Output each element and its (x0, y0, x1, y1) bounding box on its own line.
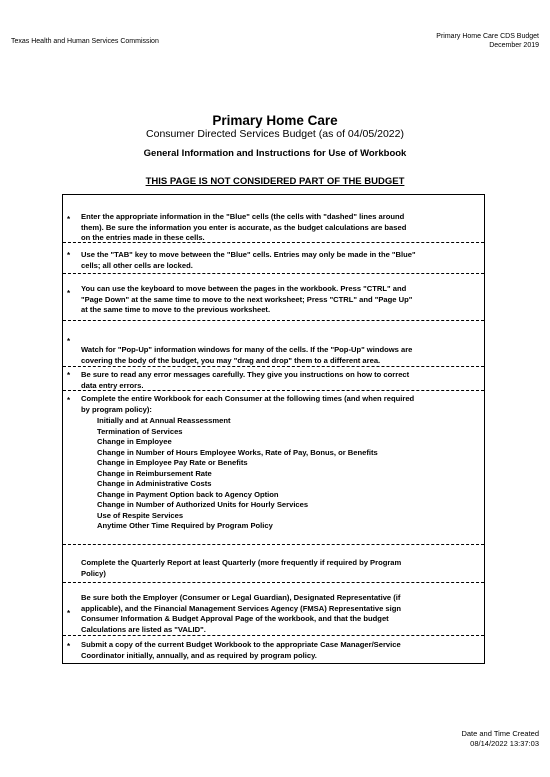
document-header (436, 32, 539, 50)
instruction-line: Be sure both the Employer (Consumer or Legal Guardian), Designated Representative (if (81, 593, 401, 602)
bullet-marker: * (67, 251, 71, 260)
instruction-line: applicable), and the Financial Management Services Agency (FMSA) Representative sign (81, 603, 402, 613)
trigger-list-item: Change in Employee Pay Rate or Benefits (97, 458, 248, 467)
document-name: Primary Home Care CDS Budget (436, 33, 539, 40)
instruction-line: Complete the entire Workbook for each Consumer at the following times (and when required (81, 394, 415, 403)
instruction-row (63, 391, 484, 545)
instruction-line: by program policy): (81, 404, 152, 414)
trigger-list-item: Anytime Other Time Required by Program Policy (97, 521, 273, 530)
trigger-list-item: Change in Reimbursement Rate (97, 468, 212, 478)
bullet-marker: * (67, 371, 71, 380)
trigger-list-item: Change in Payment Option back to Agency Option (97, 489, 279, 499)
bullet-marker: * (67, 215, 71, 224)
instruction-row (63, 636, 484, 664)
instruction-text (81, 345, 481, 366)
trigger-list-item: Change in Number of Authorized Units for Hourly Services (97, 500, 309, 509)
bullet-marker: * (67, 396, 71, 405)
agency-name: Texas Health and Human Services Commission (11, 38, 159, 45)
instruction-text (81, 640, 481, 661)
instruction-line: on the entries made in these cells. (81, 233, 205, 242)
instruction-line: Watch for "Pop-Up" information windows for many of the cells. If the "Pop-Up" windows are (81, 345, 413, 354)
instruction-text (81, 284, 481, 316)
instructions-box (62, 194, 485, 664)
trigger-list-item: Change in Administrative Costs (97, 479, 212, 488)
instruction-line: You can use the keyboard to move between the pages in the workbook. Press "CTRL" and (81, 284, 407, 293)
budget-notice: THIS PAGE IS NOT CONSIDERED PART OF THE BUDGET (145, 176, 405, 187)
instruction-text (81, 558, 481, 579)
instruction-row (63, 274, 484, 321)
trigger-list-item: Change in Employee (97, 437, 172, 446)
instruction-line: Calculations are listed as "VALID". (81, 624, 206, 634)
instruction-row (63, 583, 484, 636)
trigger-list-item: Termination of Services (97, 426, 183, 436)
instruction-text (81, 370, 481, 391)
workbook-trigger-list (97, 416, 378, 532)
trigger-list-item: Initially and at Annual Reassessment (97, 416, 231, 425)
document-date: December 2019 (489, 42, 539, 49)
section-heading: General Information and Instructions for Use of Workbook (143, 148, 407, 159)
instruction-line: them). Be sure the information you enter is accurate, as the budget calculations are based (81, 222, 407, 232)
instruction-line: "Page Down" at the same time to move to the next worksheet; Press "CTRL" and "Page Up" (81, 294, 413, 304)
instruction-line: Submit a copy of the current Budget Workbook to the appropriate Case Manager/Service (81, 640, 401, 649)
instruction-text (81, 212, 481, 244)
instruction-text (81, 394, 481, 415)
instruction-line: Enter the appropriate information in the "Blue" cells (the cells with "dashed" lines around (81, 212, 405, 221)
instruction-row (63, 367, 484, 391)
instruction-line: Complete the Quarterly Report at least Quarterly (more frequently if required by Program (81, 558, 402, 567)
footer-timestamp: 08/14/2022 13:37:03 (470, 739, 539, 748)
bullet-marker: * (67, 337, 71, 346)
instruction-row (63, 243, 484, 274)
instruction-row (63, 195, 484, 243)
instruction-text (81, 593, 481, 635)
instruction-line: Coordinator initially, annually, and as required by program policy. (81, 650, 317, 660)
instruction-line: covering the body of the budget, you may "drag and drop" them to a different area. (81, 355, 381, 365)
bullet-marker: * (67, 289, 71, 298)
trigger-list-item: Use of Respite Services (97, 510, 184, 520)
instruction-line: cells; all other cells are locked. (81, 260, 193, 270)
bullet-marker: * (67, 609, 71, 618)
instruction-line: Consumer Information & Budget Approval Page of the workbook, and that the budget (81, 614, 389, 623)
instruction-line: data entry errors. (81, 380, 144, 390)
instruction-row (63, 321, 484, 367)
instruction-line: Be sure to read any error messages carefully. They give you instructions on how to correct (81, 370, 410, 379)
instruction-line: Policy) (81, 568, 106, 578)
footer (461, 729, 539, 749)
bullet-marker: * (67, 642, 71, 651)
page-title: Primary Home Care (212, 113, 338, 128)
footer-label: Date and Time Created (461, 729, 539, 738)
page-subtitle: Consumer Directed Services Budget (as of 04/05/2022) (146, 128, 404, 140)
instruction-text (81, 250, 481, 271)
instruction-line: at the same time to move to the previous worksheet. (81, 305, 271, 314)
trigger-list-item: Change in Number of Hours Employee Works, Rate of Pay, Bonus, or Benefits (97, 447, 378, 457)
instruction-row (63, 545, 484, 583)
instruction-line: Use the "TAB" key to move between the "Blue" cells. Entries may only be made in the "Blue" (81, 250, 416, 259)
